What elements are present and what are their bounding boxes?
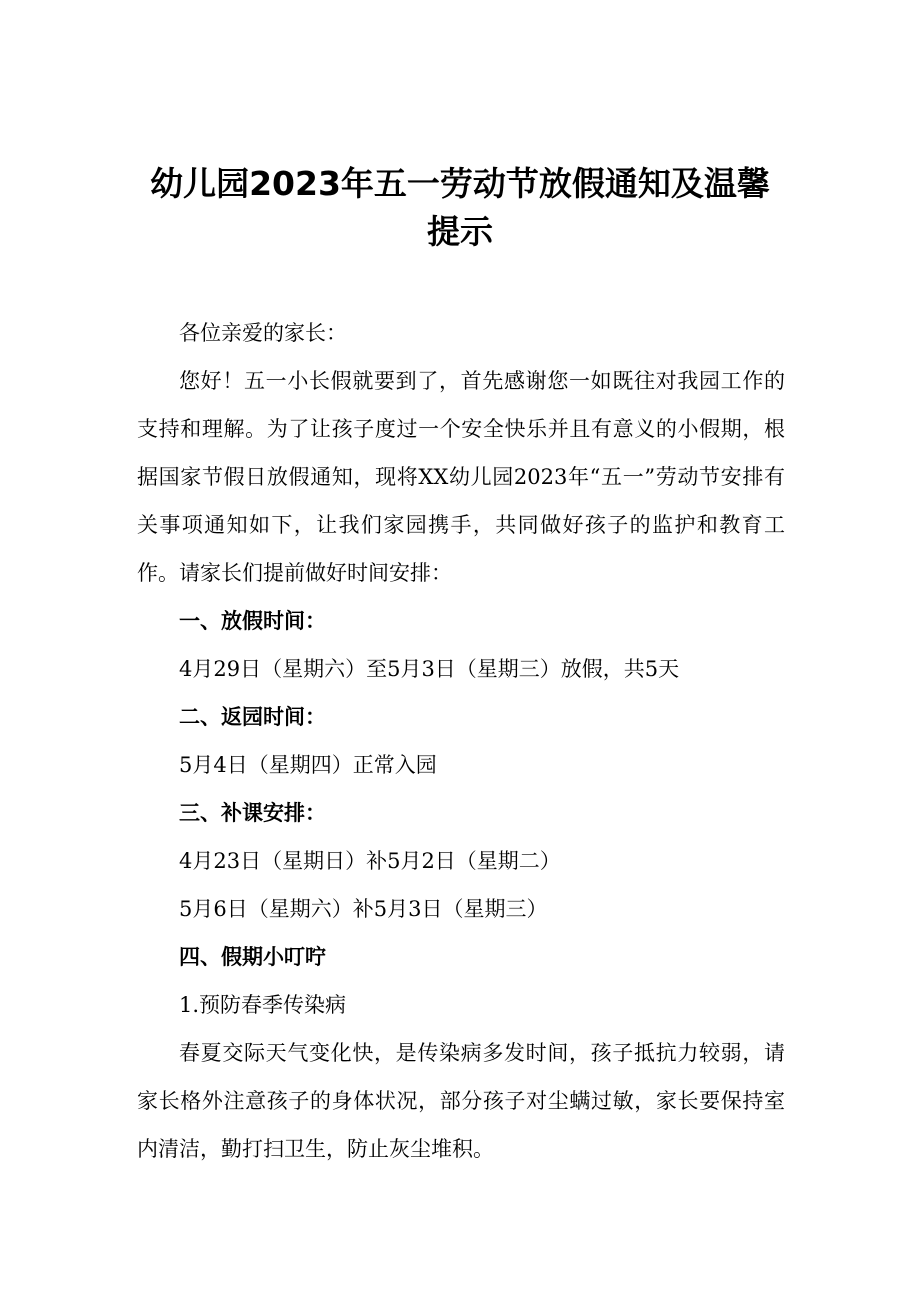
section-heading-makeup-schedule: 三、补课安排： — [179, 801, 326, 825]
greeting: 各位亲爱的家长： — [179, 321, 347, 345]
intro-paragraph: 您好！五一小长假就要到了，首先感谢您一如既往对我园工作的支持和理解。为了让孩子度过一个安全快乐并且有意义的小假期，根据国家节假日放假通知，现将XX幼儿园2023年“五一”劳动节安排有关事项通知如下，让我们家园携手，共同做好孩子的监护和教育工作。请家长们提前做好时间安排： — [137, 369, 785, 585]
holiday-time-text: 4月29日（星期六）至5月3日（星期三）放假，共5天 — [179, 657, 680, 681]
title-line-2: 提示 — [427, 212, 493, 251]
section-heading-return-time: 二、返园时间： — [179, 705, 326, 729]
makeup-schedule-line-2: 5月6日（星期六）补5月3日（星期三） — [179, 897, 548, 921]
title-line-1: 幼儿园2023年五一劳动节放假通知及温馨 — [150, 164, 770, 203]
page-title — [100, 160, 820, 256]
tip-1-text: 春夏交际天气变化快，是传染病多发时间，孩子抵抗力较弱，请家长格外注意孩子的身体状况，部分孩子对尘螨过敏，家长要保持室内清洁，勤打扫卫生，防止灰尘堆积。 — [137, 1041, 785, 1161]
section-heading-holiday-time: 一、放假时间： — [179, 609, 326, 633]
tip-1-heading: 1.预防春季传染病 — [179, 993, 347, 1017]
return-time-text: 5月4日（星期四）正常入园 — [179, 753, 437, 777]
makeup-schedule-line-1: 4月23日（星期日）补5月2日（星期二） — [179, 849, 561, 873]
notice-body — [137, 309, 785, 1173]
section-heading-holiday-tips: 四、假期小叮咛 — [179, 945, 326, 969]
